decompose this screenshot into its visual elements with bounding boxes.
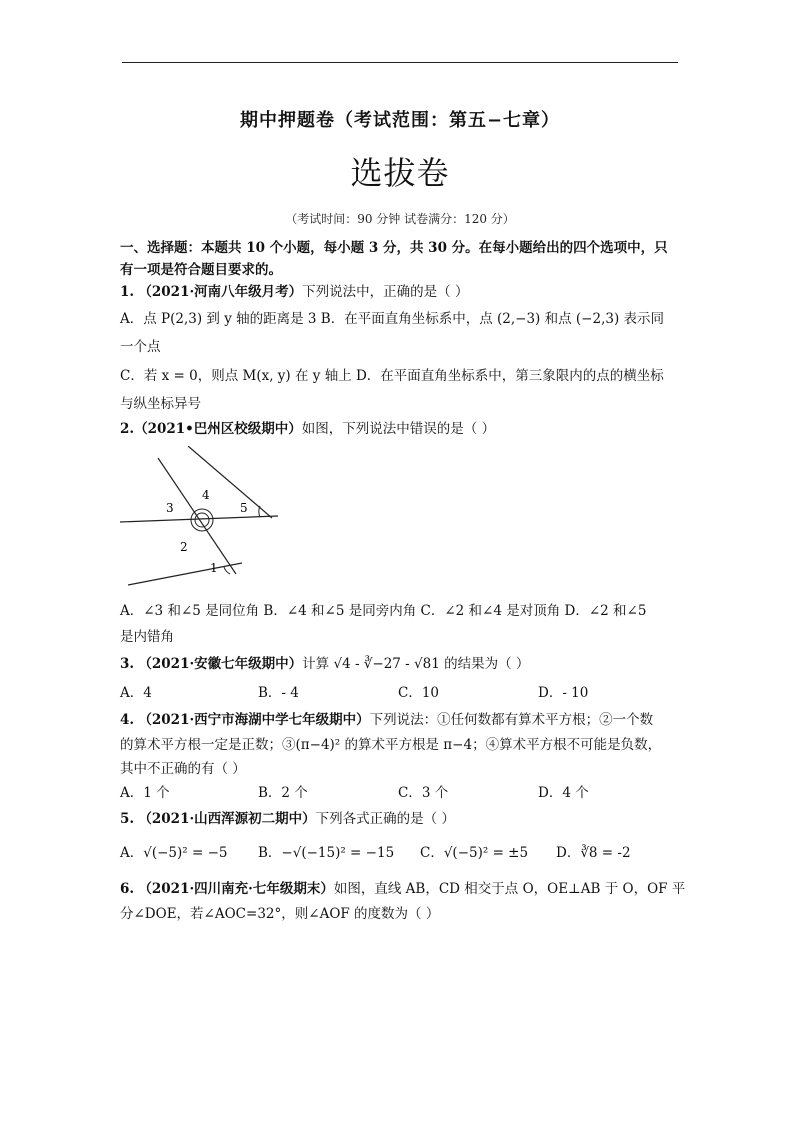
q2-options-line1: A．∠3 和∠5 是同位角 B．∠4 和∠5 是同旁内角 C．∠2 和∠4 是对顶角 D．∠2 和∠5	[120, 603, 647, 619]
fig-transversal-1	[158, 458, 236, 574]
fig-angle-5-arc	[259, 506, 260, 517]
fig-label-3: 3	[166, 501, 174, 515]
fig-label-4: 4	[202, 488, 210, 502]
top-rule	[122, 62, 678, 63]
q5-option-b: B．−√(−15)² = −15	[258, 845, 395, 861]
q1-number: 1.	[120, 284, 135, 300]
exam-subtitle: 选拔卷	[350, 154, 450, 192]
q1-option-ab-line1: A．点 P(2,3) 到 y 轴的距离是 3 B．在平面直角坐标系中，点 (2,−3) 和点 (−2,3) 表示同	[120, 311, 665, 327]
q6-stem-line2: 分∠DOE，若∠AOC=32°，则∠AOF 的度数为（ ）	[120, 906, 440, 922]
q5-stem-line	[120, 807, 455, 827]
q1-option-cd-line2: 与纵坐标异号	[120, 396, 201, 412]
q5-option-a: A．√(−5)² = −5	[120, 845, 228, 861]
q3-source: （2021·安徽七年级期中）	[138, 656, 303, 672]
q4-number: 4.	[120, 712, 135, 728]
q4-option-d: D．4 个	[538, 785, 589, 801]
fig-label-1: 1	[210, 561, 218, 575]
section-heading-line1: 一、选择题：本题共 10 个小题，每小题 3 分，共 30 分。在每小题给出的四个选项中，只	[120, 240, 668, 256]
q2-options-line2: 是内错角	[120, 629, 174, 645]
q2-figure	[120, 446, 290, 591]
q6-source: （2021·四川南充·七年级期末）	[138, 881, 334, 897]
q1-source: （2021·河南八年级月考）	[138, 284, 303, 300]
q2-number: 2.	[120, 421, 135, 437]
q2-stem-line	[120, 417, 495, 437]
exam-info: （考试时间：90 分钟 试卷满分：120 分）	[285, 212, 515, 226]
q1-stem-line	[120, 280, 468, 300]
q1-option-ab-line2: 一个点	[120, 339, 161, 355]
q1-stem: 下列说法中，正确的是（ ）	[302, 284, 469, 300]
q6-number: 6.	[120, 881, 135, 897]
fig-line-lower	[128, 563, 242, 585]
fig-label-2: 2	[180, 540, 188, 554]
fig-angle-1-arc	[224, 567, 230, 574]
q4-option-a: A．1 个	[120, 785, 170, 801]
q4-source: （2021·西宁市海湖中学七年级期中）	[138, 712, 370, 728]
fig-angle-arc-inner	[195, 513, 209, 527]
q6-stem-line1	[120, 877, 685, 897]
section-heading-line2: 有一项是符合题目要求的。	[120, 262, 282, 278]
q3-option-d: D．- 10	[538, 685, 589, 701]
q4-stem-line2: 的算术平方根一定是正数；③(π−4)² 的算术平方根是 π−4；④算术平方根不可能是负数，	[120, 737, 662, 753]
q4-stem-part1: 下列说法：①任何数都有算术平方根；②一个数	[369, 712, 654, 728]
q5-source: （2021·山西浑源初二期中）	[138, 811, 316, 827]
q3-number: 3.	[120, 656, 135, 672]
q3-option-c: C．10	[398, 685, 440, 701]
exam-title: 期中押题卷（考试范围：第五−七章）	[239, 110, 561, 131]
q2-stem: 如图，下列说法中错误的是（ ）	[301, 421, 496, 437]
q5-number: 5.	[120, 811, 135, 827]
q3-stem-line	[120, 652, 529, 672]
q4-stem-line3: 其中不正确的有（ ）	[120, 761, 246, 777]
q2-source: （2021•巴州区校级期中）	[134, 421, 302, 437]
q6-stem-part1: 如图，直线 AB，CD 相交于点 O，OE⊥AB 于 O，OF 平	[333, 881, 686, 897]
q4-option-c: C．3 个	[398, 785, 449, 801]
q3-option-a: A．4	[120, 685, 152, 701]
q4-stem-line1	[120, 708, 653, 728]
fig-angle-arc-outer	[191, 509, 213, 531]
q5-stem: 下列各式正确的是（ ）	[315, 811, 455, 827]
q4-option-b: B．2 个	[258, 785, 308, 801]
q3-option-b: B．- 4	[258, 685, 299, 701]
q1-option-cd-line1: C．若 x = 0，则点 M(x, y) 在 y 轴上 D．在平面直角坐标系中，第三象限内的点的横坐标	[120, 368, 664, 384]
fig-label-5: 5	[240, 501, 248, 515]
q5-option-d: D．∛8 = -2	[556, 845, 631, 861]
q3-stem: 计算 √4 - ∛−27 - √81 的结果为（ ）	[302, 656, 530, 672]
q5-option-c: C．√(−5)² = ±5	[420, 845, 529, 861]
